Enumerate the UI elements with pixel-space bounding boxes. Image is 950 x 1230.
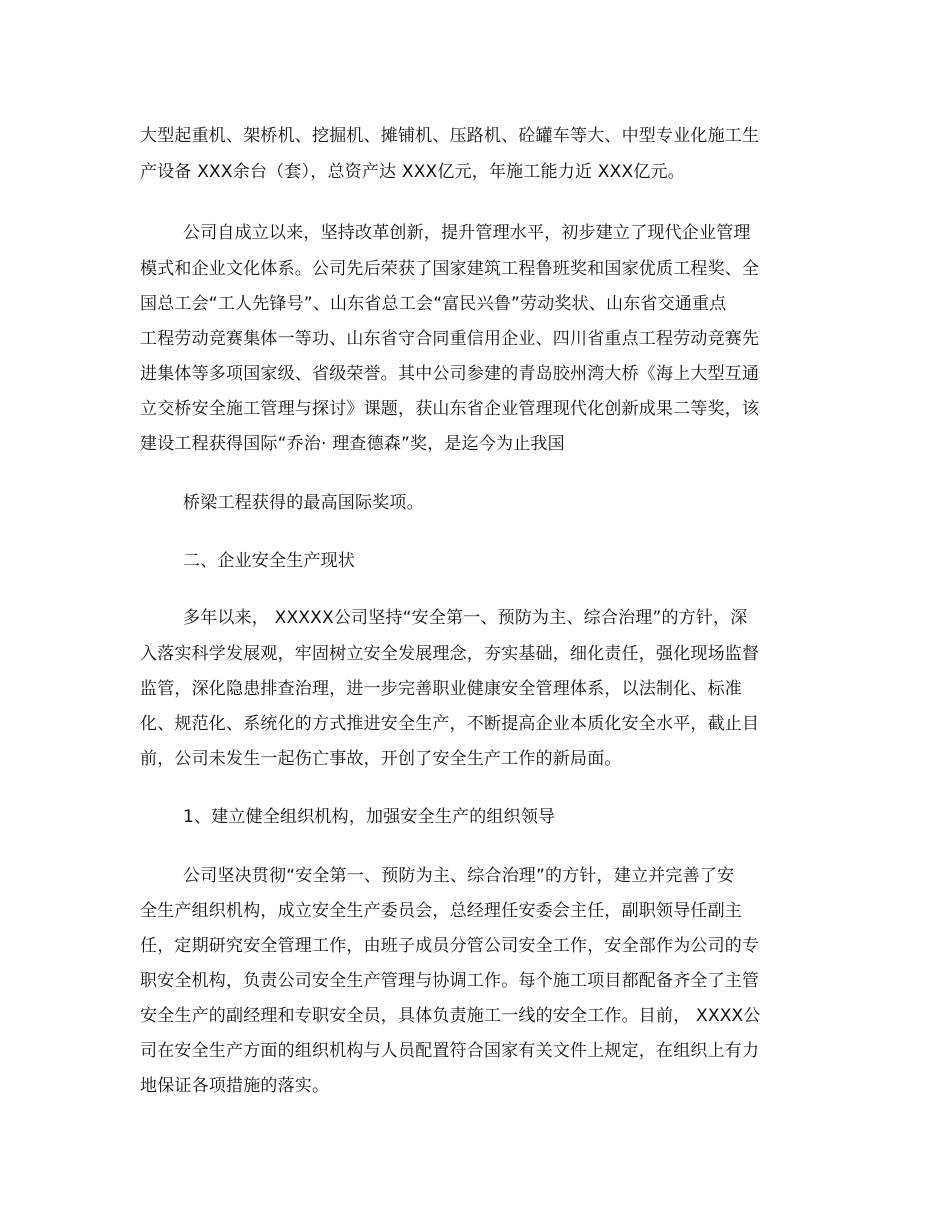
text-line: 建设工程获得国际“乔治· 理查德森”奖，是迄今为止我国 [140, 434, 565, 454]
text-line: 产设备 XXX余台（套），总资产达 XXX亿元，年施工能力近 XXX亿元。 [140, 162, 685, 182]
text-line: 入落实科学发展观，牢固树立安全发展理念，夯实基础，细化责任，强化现场监督 [140, 644, 760, 664]
text-line: 大型起重机、架桥机、挖掘机、摊铺机、压路机、砼罐车等大、中型专业化施工生 [140, 126, 760, 146]
paragraph-start: 公司坚决贯彻“安全第一、预防为主、综合治理”的方针，建立并完善了安 [183, 866, 735, 886]
text-line: 桥梁工程获得的最高国际奖项。 [183, 493, 424, 513]
text-line: 地保证各项措施的落实。 [140, 1076, 330, 1096]
text-line: 模式和企业文化体系。公司先后荣获了国家建筑工程鲁班奖和国家优质工程奖、全 [140, 259, 760, 279]
text-line: 国总工会“工人先锋号”、山东省总工会“富民兴鲁”劳动奖状、山东省交通重点 [140, 294, 727, 314]
text-line: 进集体等多项国家级、省级荣誉。其中公司参建的青岛胶州湾大桥《海上大型互通 [140, 364, 760, 384]
subsection-heading: 1、建立健全组织机构，加强安全生产的组织领导 [183, 807, 556, 827]
text-line: 立交桥安全施工管理与探讨》课题，获山东省企业管理现代化创新成果二等奖，该 [140, 399, 760, 419]
section-heading: 二、企业安全生产现状 [183, 551, 355, 571]
text-line: 职安全机构，负责公司安全生产管理与协调工作。每个施工项目都配备齐全了主管 [140, 971, 760, 991]
text-line: 前，公司未发生一起伤亡事故，开创了安全生产工作的新局面。 [140, 749, 622, 769]
text-line: 工程劳动竞赛集体一等功、山东省守合同重信用企业、四川省重点工程劳动竞赛先 [140, 329, 760, 349]
text-line: 任，定期研究安全管理工作，由班子成员分管公司安全工作，安全部作为公司的专 [140, 936, 760, 956]
text-line: 安全生产的副经理和专职安全员，具体负责施工一线的安全工作。目前， XXXX公 [140, 1006, 761, 1026]
text-line: 司在安全生产方面的组织机构与人员配置符合国家有关文件上规定，在组织上有力 [140, 1041, 760, 1061]
text-line: 全生产组织机构，成立安全生产委员会，总经理任安委会主任，副职领导任副主 [140, 901, 742, 921]
text-line: 化、规范化、系统化的方式推进安全生产，不断提高企业本质化安全水平，截止目 [140, 714, 760, 734]
text-line: 监管，深化隐患排查治理，进一步完善职业健康安全管理体系，以法制化、标准 [140, 679, 742, 699]
paragraph-start: 公司自成立以来，坚持改革创新，提升管理水平，初步建立了现代企业管理 [183, 223, 751, 243]
paragraph-start: 多年以来， XXXXX公司坚持“安全第一、预防为主、综合治理”的方针，深 [183, 608, 748, 628]
